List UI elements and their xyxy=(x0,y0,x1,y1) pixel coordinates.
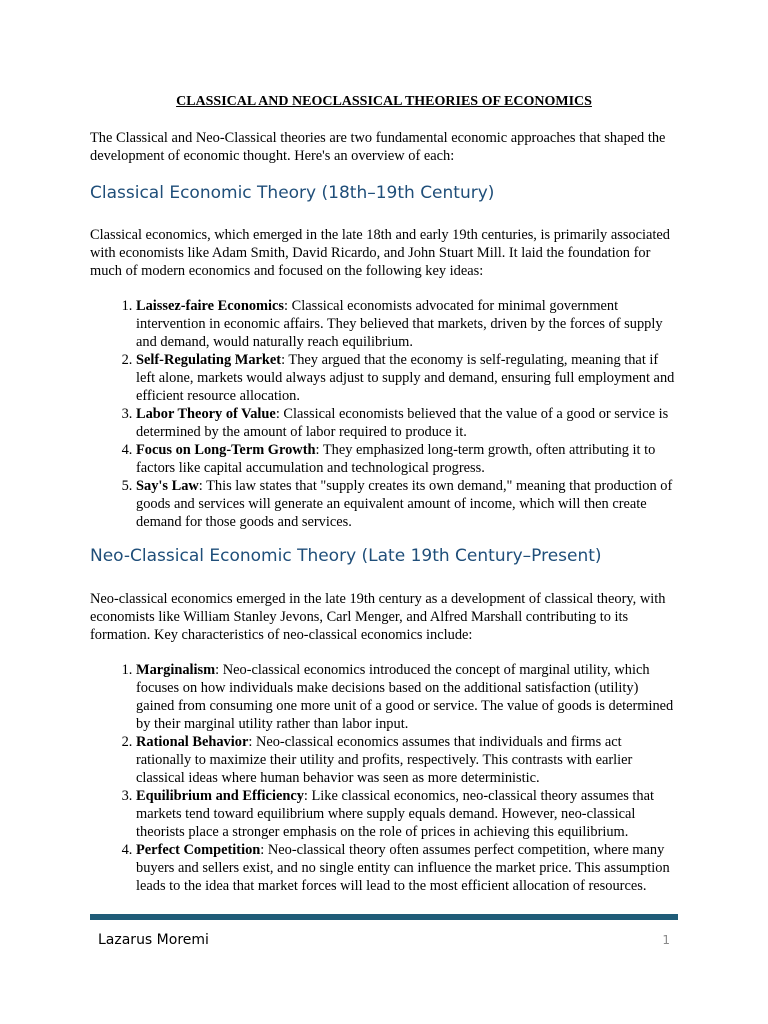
list-item xyxy=(136,297,680,351)
list-item-text: : Neo-classical economics assumes that individuals and firms act rationally to maximize their utility and profits, respectively. This contrasts with earlier classical ideas where human behavior was seen as more deterministic. xyxy=(136,734,633,786)
classical-list xyxy=(90,297,680,531)
list-item xyxy=(136,661,680,733)
list-item-term: Equilibrium and Efficiency xyxy=(136,788,304,804)
list-item-text: : Neo-classical theory often assumes perfect competition, where many buyers and sellers exist, and no single entity can influence the market price. This assumption leads to the idea that market forces will lead to the most efficient allocation of resources. xyxy=(136,842,670,894)
list-item-text: : Neo-classical economics introduced the concept of marginal utility, which focuses on how individuals make decisions based on the additional satisfaction (utility) gained from consuming one more unit of a good or service. The value of goods is determined by their marginal utility rather than labor input. xyxy=(136,662,674,732)
list-item-text: : They argued that the economy is self-regulating, meaning that if left alone, markets would always adjust to supply and demand, ensuring full employment and efficient resource allocation. xyxy=(136,352,675,404)
list-item xyxy=(136,405,680,441)
list-item-term: Say's Law xyxy=(136,478,199,494)
list-item-term: Labor Theory of Value xyxy=(136,406,276,422)
list-item-term: Self-Regulating Market xyxy=(136,352,282,368)
document-title: CLASSICAL AND NEOCLASSICAL THEORIES OF ECONOMICS xyxy=(176,94,592,109)
neoclassical-list xyxy=(90,661,680,895)
list-item xyxy=(136,733,680,787)
footer-divider xyxy=(90,914,678,920)
list-item xyxy=(136,351,680,405)
list-item-term: Focus on Long-Term Growth xyxy=(136,442,316,458)
list-item-term: Laissez-faire Economics xyxy=(136,298,285,314)
list-item-text: : Like classical economics, neo-classical theory assumes that markets tend toward equilibrium where supply equals demand. However, neo-classical theorists place a stronger emphasis on the role of prices in achieving this equilibrium. xyxy=(136,788,654,840)
classical-heading: Classical Economic Theory (18th–19th Century) xyxy=(90,183,495,203)
neoclassical-heading: Neo-Classical Economic Theory (Late 19th Century–Present) xyxy=(90,546,602,566)
list-item xyxy=(136,841,680,895)
footer-author: Lazarus Moremi xyxy=(98,932,209,948)
list-item-text: : Classical economists believed that the value of a good or service is determined by the amount of labor required to produce it. xyxy=(136,406,669,440)
list-item xyxy=(136,787,680,841)
list-item-term: Perfect Competition xyxy=(136,842,261,858)
neoclassical-paragraph: Neo-classical economics emerged in the late 19th century as a development of classical theory, with economists like William Stanley Jevons, Carl Menger, and Alfred Marshall contributing to its formation. Key characteristics of neo-classical economics include: xyxy=(90,591,666,643)
list-item-text: : They emphasized long-term growth, often attributing it to factors like capital accumulation and technological progress. xyxy=(136,442,656,476)
intro-paragraph: The Classical and Neo-Classical theories are two fundamental economic approaches that shaped the development of economic thought. Here's an overview of each: xyxy=(90,130,666,164)
page-number: 1 xyxy=(662,933,670,947)
classical-paragraph: Classical economics, which emerged in the late 18th and early 19th centuries, is primarily associated with economists like Adam Smith, David Ricardo, and John Stuart Mill. It laid the foundation for much of modern economics and focused on the following key ideas: xyxy=(90,227,670,279)
list-item-text: : Classical economists advocated for minimal government intervention in economic affairs. They believed that markets, driven by the forces of supply and demand, would naturally reach equilibrium. xyxy=(136,298,663,350)
list-item xyxy=(136,441,680,477)
list-item xyxy=(136,477,680,531)
list-item-term: Rational Behavior xyxy=(136,734,249,750)
list-item-text: : This law states that "supply creates its own demand," meaning that production of goods and services will generate an equivalent amount of income, which will then create demand for those goods and services. xyxy=(136,478,673,530)
list-item-term: Marginalism xyxy=(136,662,216,678)
